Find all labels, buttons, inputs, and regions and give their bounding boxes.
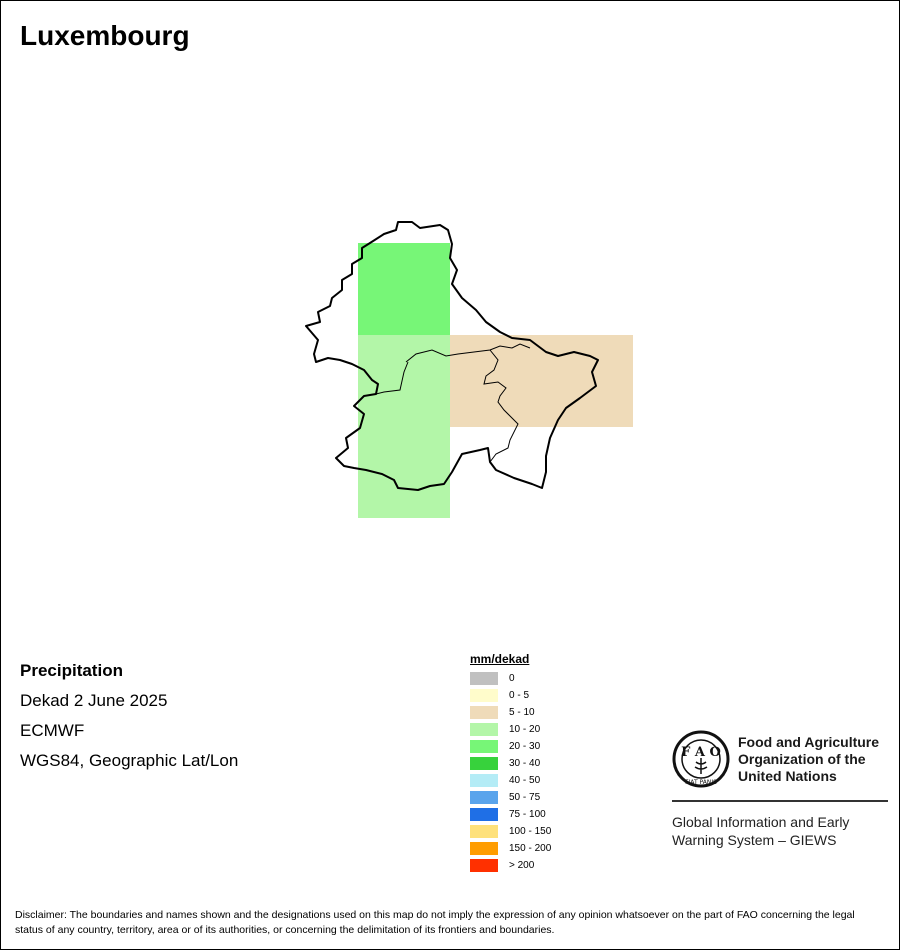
legend-item (470, 755, 551, 772)
legend-item (470, 823, 551, 840)
legend-item (470, 738, 551, 755)
fao-logo-block (672, 730, 888, 849)
svg-text:F A O: F A O (681, 745, 721, 760)
legend-label: 30 - 40 (509, 758, 541, 769)
map-title: Luxembourg (20, 20, 190, 51)
data-source: ECMWF (20, 721, 85, 740)
legend-item (470, 670, 551, 687)
legend-title: mm/dekad (470, 652, 530, 666)
legend-item (470, 772, 551, 789)
legend-swatch (470, 842, 498, 855)
legend-swatch (470, 706, 498, 719)
disclaimer-text: Disclaimer: The boundaries and names shown and the designations used on this map do not imply the expression of any opinion whatsoever on the part of FAO concerning the legal status of any country, territory, area or of its authorities, or concerning the delimitation of its frontiers and boundaries. (15, 909, 855, 936)
legend-label: 40 - 50 (509, 775, 541, 786)
legend-label: 5 - 10 (509, 707, 535, 718)
svg-text:FIAT PANIS: FIAT PANIS (685, 779, 717, 786)
giews-label: Global Information and Early Warning System – GIEWS (672, 814, 850, 848)
legend-swatch (470, 723, 498, 736)
legend-swatch (470, 689, 498, 702)
legend-swatch (470, 740, 498, 753)
legend-label: 100 - 150 (509, 826, 552, 837)
legend-item (470, 840, 551, 857)
variable-name: Precipitation (20, 661, 123, 680)
precip-cell-20-30 (358, 243, 450, 335)
legend-label: 150 - 200 (509, 843, 552, 854)
fao-emblem-icon (672, 730, 730, 788)
legend-swatch (470, 757, 498, 770)
legend-rows (470, 670, 551, 874)
map-info (20, 656, 238, 776)
legend-swatch (470, 825, 498, 838)
legend-item (470, 704, 551, 721)
legend-label: 10 - 20 (509, 724, 541, 735)
legend-swatch (470, 859, 498, 872)
period-label: Dekad 2 June 2025 (20, 691, 168, 710)
legend-label: 75 - 100 (509, 809, 546, 820)
legend-label: 0 (509, 673, 515, 684)
legend-item (470, 687, 551, 704)
legend-item (470, 721, 551, 738)
legend-label: 0 - 5 (509, 690, 530, 701)
legend (470, 652, 551, 874)
projection-label: WGS84, Geographic Lat/Lon (20, 751, 239, 770)
legend-label: 50 - 75 (509, 792, 541, 803)
legend-item (470, 857, 551, 874)
legend-swatch (470, 672, 498, 685)
legend-swatch (470, 774, 498, 787)
legend-item (470, 806, 551, 823)
legend-label: > 200 (509, 860, 535, 871)
logo-divider (672, 800, 888, 802)
legend-item (470, 789, 551, 806)
fao-organization-name: Food and Agriculture Organization of the United Nations (738, 733, 880, 784)
precip-cell-10-20 (358, 335, 450, 518)
legend-label: 20 - 30 (509, 741, 541, 752)
legend-swatch (470, 791, 498, 804)
legend-swatch (470, 808, 498, 821)
